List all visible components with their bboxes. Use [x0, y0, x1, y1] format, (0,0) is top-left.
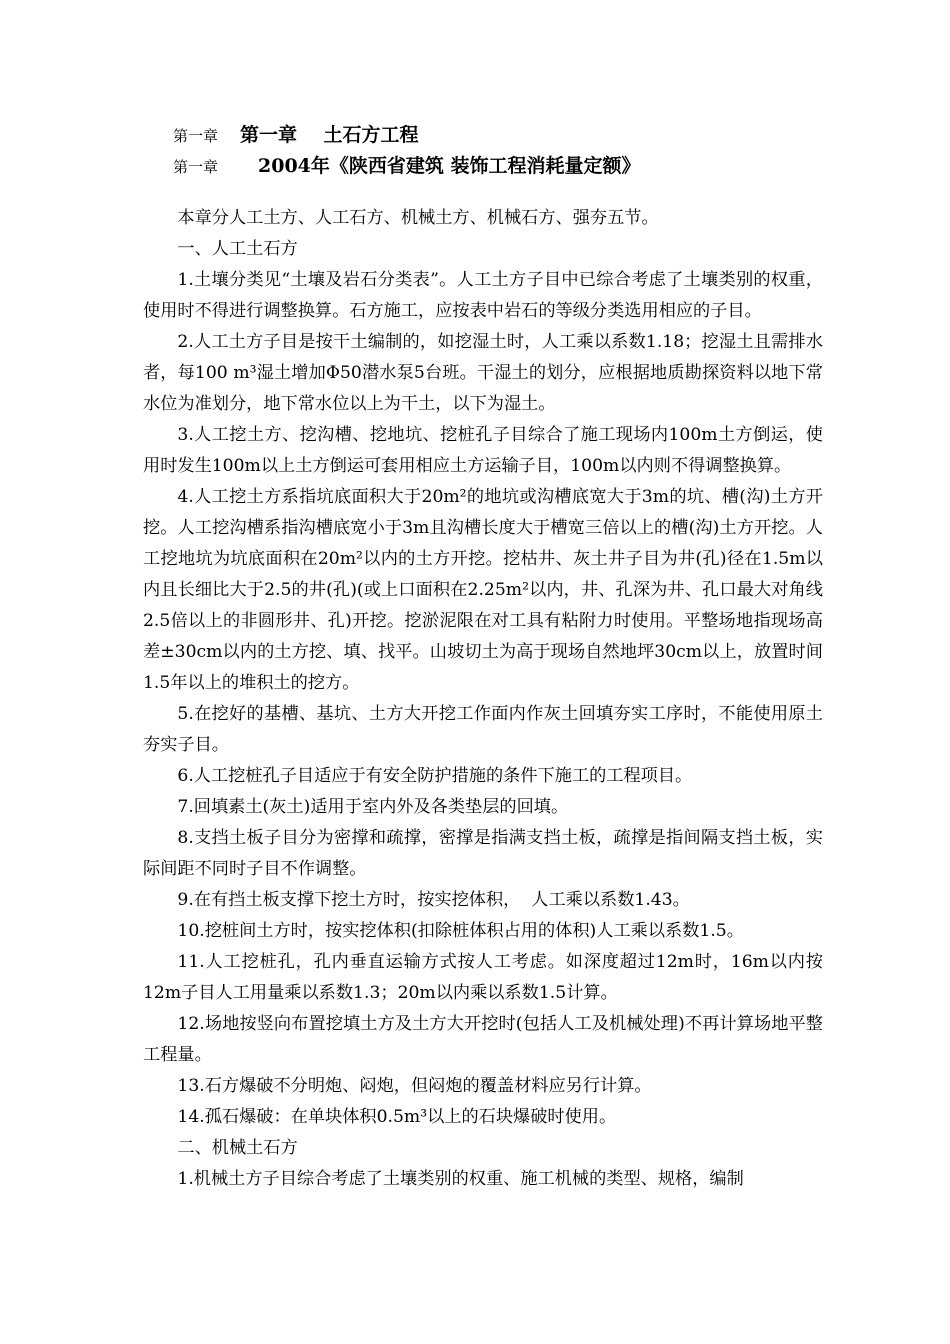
paragraph-item: 9.在有挡土板支撑下挖土方时，按实挖体积， 人工乘以系数1.43。	[177, 890, 690, 910]
paragraph-item: 1.土壤分类见“土壤及岩石分类表”。人工土方子目中已综合考虑了土壤类别的权重，使用时不得进行调整换算。石方施工，应按表中岩石的等级分类选用相应的子目。	[143, 270, 823, 321]
paragraph-item: 4.人工挖土方系指坑底面积大于20m²的地坑或沟槽底宽大于3m的坑、槽(沟)土方开挖。人工挖沟槽系指沟槽底宽小于3m且沟槽长度大于槽宽三倍以上的槽(沟)土方开挖。人工挖地坑为坑底面积在20m²以内的土方开挖。挖枯井、灰土井子目为井(孔)径在1.5m以内且长细比大于2.5的井(孔)(或上口面积在2.25m²以内，井、孔深为井、孔口最大对角线2.5倍以上的非圆形井、孔)开挖。挖淤泥限在对工具有粘附力时使用。平整场地指现场高差±30cm以内的土方挖、填、找平。山坡切土为高于现场自然地坪30cm以上，放置时间1.5年以上的堆积土的挖方。	[143, 487, 823, 693]
chapter-number: 第一章	[173, 127, 219, 145]
paragraph-item: 11.人工挖桩孔，孔内垂直运输方式按人工考虑。如深度超过12m时，16m以内按12m子目人工用量乘以系数1.3；20m以内乘以系数1.5计算。	[143, 952, 823, 1003]
document-body	[143, 203, 823, 1195]
paragraph-item: 13.石方爆破不分明炮、闷炮，但闷炮的覆盖材料应另行计算。	[177, 1076, 652, 1096]
paragraph-item: 8.支挡土板子目分为密撑和疏撑，密撑是指满支挡土板，疏撑是指间隔支挡土板，实际间距不同时子目不作调整。	[143, 828, 823, 879]
chapter-number: 第一章	[173, 158, 219, 176]
chapter-heading	[173, 120, 418, 147]
paragraph-item: 14.孤石爆破：在单块体积0.5m³以上的石块爆破时使用。	[177, 1107, 617, 1127]
quota-title: 2004年《陕西省建筑 装饰工程消耗量定额》	[258, 155, 641, 177]
section-heading-machine: 二、机械土石方	[177, 1138, 298, 1158]
paragraph-intro: 本章分人工土方、人工石方、机械土方、机械石方、强夯五节。	[177, 208, 659, 228]
chapter-title: 第一章 土石方工程	[240, 124, 419, 146]
paragraph-item: 6.人工挖桩孔子目适应于有安全防护措施的条件下施工的工程项目。	[177, 766, 693, 786]
paragraph-item: 3.人工挖土方、挖沟槽、挖地坑、挖桩孔子目综合了施工现场内100m土方倒运，使用时发生100m以上土方倒运可套用相应土方运输子目，100m以内则不得调整换算。	[143, 425, 823, 476]
chapter-subheading	[173, 151, 641, 178]
paragraph-item: 12.场地按竖向布置挖填土方及土方大开挖时(包括人工及机械处理)不再计算场地平整工程量。	[143, 1014, 823, 1065]
section-heading-manual: 一、人工土石方	[177, 239, 298, 259]
paragraph-item: 1.机械土方子目综合考虑了土壤类别的权重、施工机械的类型、规格，编制	[177, 1169, 744, 1189]
paragraph-item: 2.人工土方子目是按干土编制的，如挖湿土时，人工乘以系数1.18；挖湿土且需排水者，每100 m³湿土增加Φ50潜水泵5台班。干湿土的划分，应根据地质勘探资料以地下常水位为准划分，地下常水位以上为干土，以下为湿土。	[143, 332, 823, 414]
paragraph-item: 7.回填素土(灰土)适用于室内外及各类垫层的回填。	[177, 797, 569, 817]
paragraph-item: 5.在挖好的基槽、基坑、土方大开挖工作面内作灰土回填夯实工序时，不能使用原土夯实子目。	[143, 704, 823, 755]
paragraph-item: 10.挖桩间土方时，按实挖体积(扣除桩体积占用的体积)人工乘以系数1.5。	[177, 921, 744, 941]
